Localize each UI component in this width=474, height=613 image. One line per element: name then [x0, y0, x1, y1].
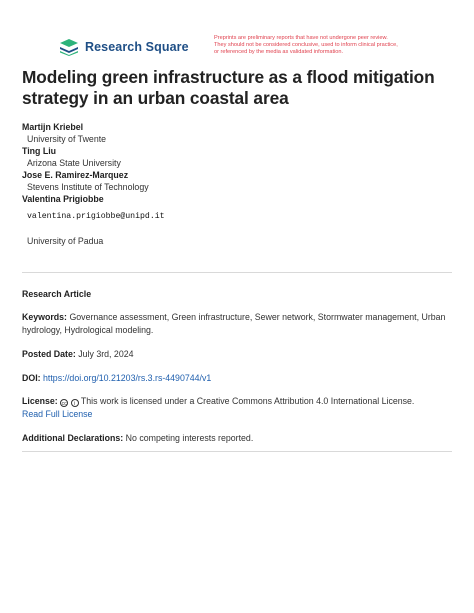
preprint-disclaimer — [214, 35, 454, 57]
license-label: License: — [22, 396, 58, 406]
declarations-section — [22, 432, 452, 445]
posted-date-section — [22, 348, 452, 361]
declarations-label: Additional Declarations: — [22, 433, 124, 443]
declarations-text: No competing interests reported. — [125, 433, 254, 443]
read-full-license-link[interactable]: Read Full License — [22, 409, 93, 419]
author-affiliation: University of Padua — [27, 236, 104, 246]
disclaimer-line: Preprints are preliminary reports that have not undergone peer review. — [214, 35, 388, 41]
keywords-section — [22, 311, 452, 337]
research-square-logo-icon — [58, 38, 80, 56]
divider — [22, 451, 452, 452]
author-list — [22, 121, 452, 247]
attribution-icon: i — [71, 399, 79, 407]
author-name: Jose E. Ramirez-Marquez — [22, 170, 129, 180]
brand-name: Research Square — [85, 40, 189, 54]
license-text: This work is licensed under a Creative Commons Attribution 4.0 International License. — [80, 396, 415, 406]
disclaimer-line: They should not be considered conclusive, used to inform clinical practice, — [214, 42, 398, 49]
divider — [22, 272, 452, 273]
author-entry — [22, 169, 452, 193]
author-entry — [22, 193, 452, 247]
disclaimer-line: or referenced by the media as validated information. — [214, 49, 344, 56]
author-affiliation: Stevens Institute of Technology — [27, 182, 149, 192]
author-email[interactable]: valentina.prigiobbe@unipd.it — [27, 212, 165, 221]
article-type — [22, 288, 452, 301]
article-type-label: Research Article — [22, 289, 92, 299]
posted-date-label: Posted Date: — [22, 349, 76, 359]
author-affiliation: University of Twente — [27, 134, 107, 144]
author-entry — [22, 121, 452, 145]
author-entry — [22, 145, 452, 169]
doi-link[interactable]: https://doi.org/10.21203/rs.3.rs-4490744/v1 — [43, 373, 212, 383]
cc-icon: cc — [61, 401, 67, 407]
author-name: Valentina Prigiobbe — [22, 194, 104, 204]
author-name: Martijn Kriebel — [22, 122, 84, 132]
doi-section — [22, 372, 452, 385]
keywords-label: Keywords: — [22, 312, 67, 322]
doi-label: DOI: — [22, 373, 41, 383]
posted-date-value: July 3rd, 2024 — [78, 349, 134, 359]
keywords-text: Governance assessment, Green infrastructure, Sewer network, Stormwater management, Urban hydrology, Hydrological modeling. — [22, 312, 446, 335]
author-name: Ting Liu — [22, 146, 57, 156]
author-affiliation: Arizona State University — [27, 158, 121, 168]
research-square-logo[interactable] — [58, 38, 189, 56]
paper-title: Modeling green infrastructure as a flood mitigation strategy in an urban coastal area — [22, 67, 435, 108]
license-section — [22, 395, 452, 421]
